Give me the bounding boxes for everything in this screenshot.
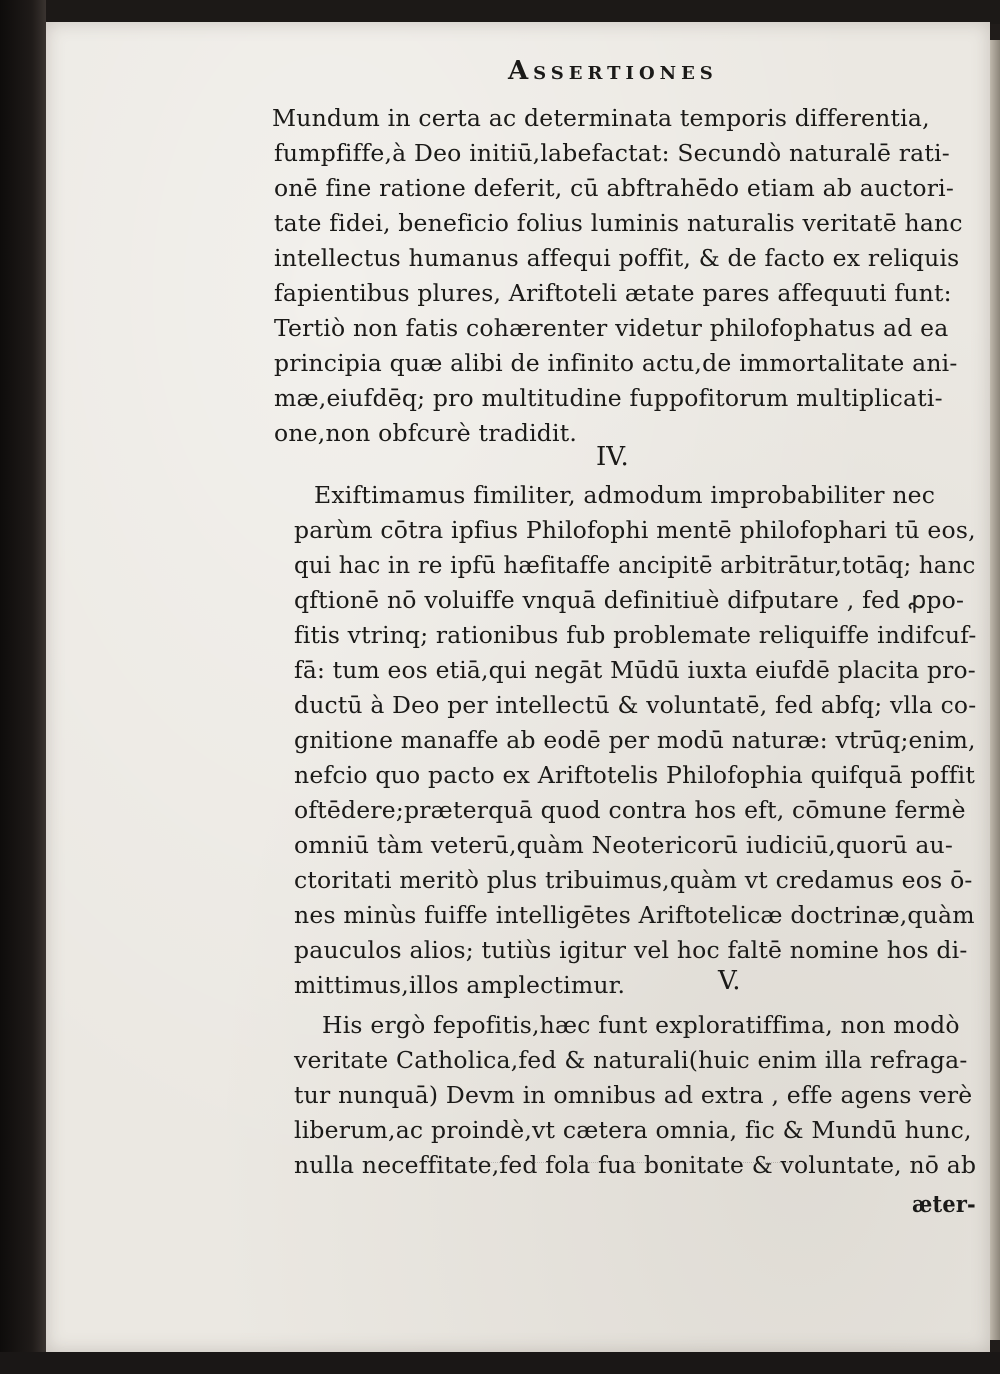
- text-line: one,non obfcurè tradidit.: [274, 419, 578, 447]
- text-line: onē fine ratione deferit, cū abftrahēdo etiam ab auctori-: [274, 174, 954, 202]
- text-line: mittimus,illos amplectimur.: [294, 971, 626, 999]
- text-line: tate fidei, beneficio folius luminis naturalis veritatē hanc: [274, 209, 963, 237]
- text-line: qftionē nō voluiffe vnquā definitiuè difputare , fed ꝓpo-: [294, 586, 965, 614]
- text-line: ductū à Deo per intellectū & voluntatē, fed abfq; vlla co-: [294, 691, 977, 719]
- text-line: fā: tum eos etiā,qui negāt Mūdū iuxta eiufdē placita pro-: [294, 656, 976, 684]
- scan-top-edge: [0, 0, 1000, 24]
- text-line: intellectus humanus affequi poffit, & de facto ex reliquis: [274, 244, 960, 272]
- text-line: qui hac in re ipfū hæfitaffe ancipitē arbitrātur,totāq; hanc: [294, 551, 976, 579]
- page-text: [46, 22, 990, 1352]
- section-number-v: V.: [718, 966, 741, 996]
- text-line: oftēdere;præterquā quod contra hos eft, cōmune fermè: [294, 796, 966, 824]
- text-line: gnitione manaffe ab eodē per modū naturæ: vtrūq;enim,: [294, 726, 976, 754]
- text-line: veritate Catholica,fed & naturali(huic enim illa refraga-: [294, 1046, 968, 1074]
- text-line: ctoritati meritò plus tribuimus,quàm vt credamus eos ō-: [294, 866, 973, 894]
- text-line: His ergò fepofitis,hæc funt exploratiffima, non modò: [322, 1011, 960, 1039]
- text-line: Tertiò non fatis cohærenter videtur philofophatus ad ea: [274, 314, 949, 342]
- section-number-iv: IV.: [596, 442, 629, 472]
- text-line: mæ,eiufdēq; pro multitudine fuppofitorum multiplicati-: [274, 384, 943, 412]
- book-page: [46, 22, 990, 1352]
- text-line: fapientibus plures, Ariftoteli ætate pares affequuti funt:: [274, 279, 952, 307]
- bleed-through-marks: [396, 1162, 796, 1167]
- running-head: Assertiones: [508, 56, 718, 86]
- text-line: liberum,ac proindè,vt cætera omnia, fic & Mundū hunc,: [294, 1116, 972, 1144]
- text-line: nefcio quo pacto ex Ariftotelis Philofophia quifquā poffit: [294, 761, 976, 789]
- text-line: parùm cōtra ipfius Philofophi mentē philofophari tū eos,: [294, 516, 976, 544]
- text-line: nes minùs fuiffe intelligētes Ariftotelicæ doctrinæ,quàm: [294, 901, 975, 929]
- catchword: æter-: [912, 1190, 976, 1218]
- text-line: nulla neceffitate,fed fola fua bonitate & voluntate, nō ab: [294, 1151, 977, 1179]
- text-line: Exiftimamus fimiliter, admodum improbabiliter nec: [314, 481, 936, 509]
- text-line: omniū tàm veterū,quàm Neotericorū iudiciū,quorū au-: [294, 831, 954, 859]
- text-line: fitis vtrinq; rationibus fub problemate reliquiffe indifcuf-: [294, 621, 977, 649]
- text-line: principia quæ alibi de infinito actu,de immortalitate ani-: [274, 349, 958, 377]
- scan-left-edge: [0, 0, 46, 1374]
- text-line: fumpfiffe,à Deo initiū,labefactat: Secundò naturalē rati-: [274, 139, 950, 167]
- scan-bottom-edge: [0, 1352, 1000, 1374]
- text-line: tur nunquā) Devm in omnibus ad extra , effe agens verè: [294, 1081, 973, 1109]
- text-line: Mundum in certa ac determinata temporis differentia,: [272, 104, 930, 132]
- text-line: pauculos alios; tutiùs igitur vel hoc faltē nomine hos di-: [294, 936, 968, 964]
